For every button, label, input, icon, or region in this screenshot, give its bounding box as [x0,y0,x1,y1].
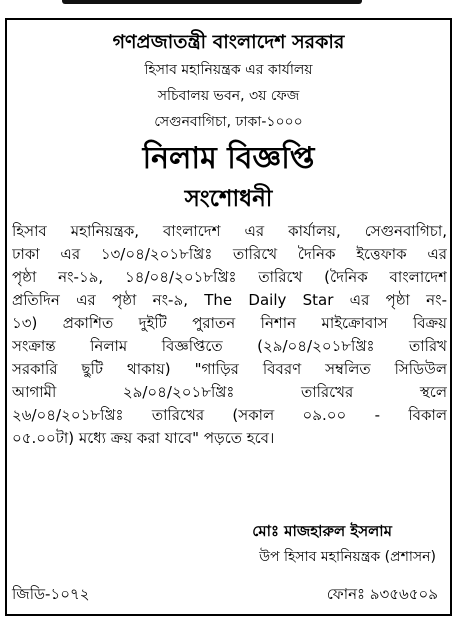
body-line: প্রতিদিন এর পৃষ্ঠা নং-৯, The Daily Star এর পৃষ্ঠা নং- [12,291,447,309]
body-line: আগামী ২৯/০৪/২০১৮খ্রিঃ তারিখের স্থলে [12,383,447,401]
body-line: ১৩) প্রকাশিত দুইটি পুরাতন নিশান মাইক্রোবাস বিক্রয় [12,314,447,332]
reference-number: জিডি-১০৭২ [12,585,90,603]
office-name: হিসাব মহানিয়ন্ত্রক এর কার্যালয় [144,62,313,78]
body-line: ২৬/০৪/২০১৮খ্রিঃ তারিখের (সকাল ০৯.০০ - বিকাল [12,406,447,424]
cropped-previous-ad-strip [0,0,463,8]
office-location: সেগুনবাগিচা, ঢাকা-১০০০ [154,114,303,130]
body-line: হিসাব মহানিয়ন্ত্রক, বাংলাদেশ এর কার্যালয়, সেগুনবাগিচা, [12,222,447,240]
notice-title: নিলাম বিজ্ঞপ্তি [142,141,315,176]
body-line: পৃষ্ঠা নং-১৯, ১৪/০৪/২০১৮খ্রিঃ তারিখে (দৈনিক বাংলাদেশ [12,268,447,286]
phone-number: ফোনঃ ৯৩৫৬৫০৯ [326,585,438,603]
notice-subtitle: সংশোধনী [184,186,273,212]
signatory-name: মোঃ মাজহারুল ইসলাম [252,522,392,540]
body-line: ০৫.০০টা) মধ্যে ক্রয় করা যাবে" পড়তে হবে। [12,429,275,447]
notice-body [12,220,447,450]
office-building: সচিবালয় ভবন, ৩য় ফেজ [157,88,300,104]
auction-notice [5,18,452,616]
signatory-designation: উপ হিসাব মহানিয়ন্ত্রক (প্রশাসন) [259,549,436,565]
body-line: সরকারি ছুটি থাকায়) "গাড়ির বিবরণ সম্বলিত সিডিউল [12,360,447,378]
body-line: সংক্রান্ত নিলাম বিজ্ঞপ্তিতে (২৯/০৪/২০১৮খ্রিঃ তারিখ [12,337,447,355]
cropped-previous-ad-mark [62,0,362,4]
body-line: ঢাকা এর ১৩/০৪/২০১৮খ্রিঃ তারিখে দৈনিক ইত্তেফাক এর [12,245,447,263]
government-name: গণপ্রজাতন্ত্রী বাংলাদেশ সরকার [112,31,345,53]
